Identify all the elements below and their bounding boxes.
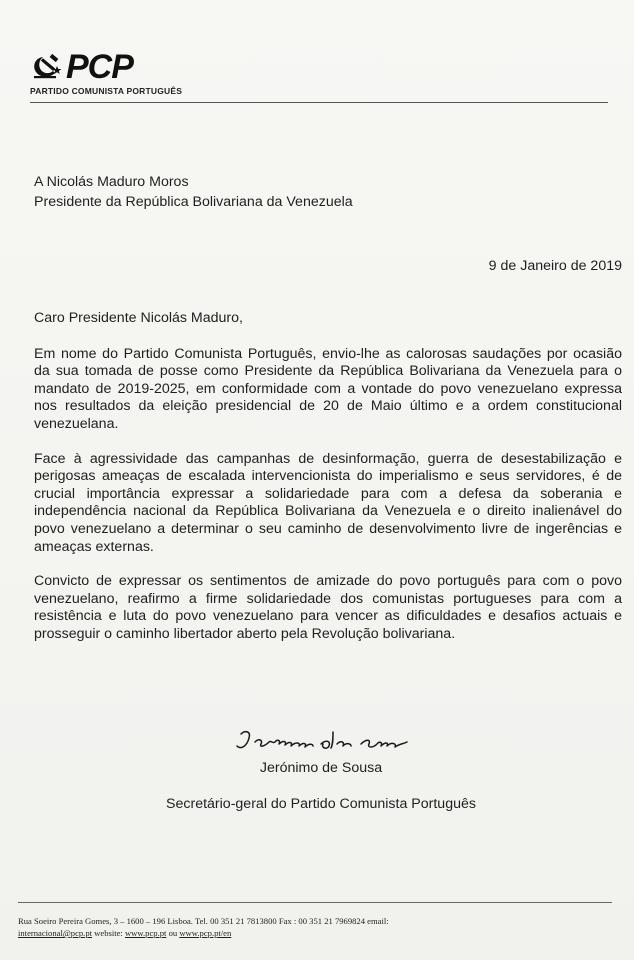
paragraph-1: Em nome do Partido Comunista Português, envio-lhe as calorosas saudações por ocasião da sua tomada de posse como Presidente da República Bolivariana da Venezuela para o mandato de 2019-2025, em conformidade com a vontade do povo venezuelano expressa nos resultados da eleição presidencial de 20 de Maio último e a ordem constitucional venezuelana. [34,345,622,432]
signature-block [0,726,634,812]
footer-email-link[interactable]: internacional@pcp.pt [18,928,93,938]
signer-name: Jerónimo de Sousa [259,760,383,776]
hammer-sickle-star-icon [30,52,64,82]
salutation: Caro Presidente Nicolás Maduro, [34,310,243,326]
recipient-title: Presidente da República Bolivariana da Venezuela [34,194,353,210]
footer-address: Rua Soeiro Pereira Gomes, 3 – 1600 – 196 Lisboa. Tel. 00 351 21 7813800 Fax : 00 351 21 7969824 email: [18,916,389,926]
header-divider [30,102,608,103]
footer-contact [18,915,618,939]
footer-divider [18,902,612,903]
letterhead [30,50,610,96]
pcp-logo [30,50,610,84]
recipient-name: A Nicolás Maduro Moros [34,174,189,190]
letter-date: 9 de Janeiro de 2019 [488,258,622,274]
party-name: PARTIDO COMUNISTA PORTUGUÊS [30,86,183,96]
footer-links-line [18,927,618,939]
recipient-block [34,172,353,212]
paragraph-2: Face à agressividade das campanhas de desinformação, guerra de desestabilização e perigosas ameaças de escalada intervencionista do imperialismo e seus servidores, é de crucial importância expressar a solidariedade para com a defesa da soberania e independência nacional da República Bolivariana da Venezuela e o direito inalienável do povo venezuelano a determinar o seu caminho de desenvolvimento livre de ingerências e ameaças externas. [34,450,622,555]
handwritten-signature [221,726,421,756]
footer-website-link[interactable]: www.pcp.pt [124,928,167,938]
footer-website-label: website: [94,928,123,938]
logo-wordmark: PCP [66,48,133,86]
footer-or-label: ou [168,928,178,938]
signer-title: Secretário-geral do Partido Comunista Português [166,796,476,812]
footer-website-en-link[interactable]: www.pcp.pt/en [179,928,232,938]
letter-body [34,310,622,661]
paragraph-3: Convicto de expressar os sentimentos de amizade do povo português para com o povo venezuelano, reafirmo a firme solidariedade dos comunistas portugueses para com a resistência e luta do povo venezuelano para vencer as dificuldades e desafios actuais e prosseguir o caminho libertador aberto pela Revolução bolivariana. [34,573,622,642]
